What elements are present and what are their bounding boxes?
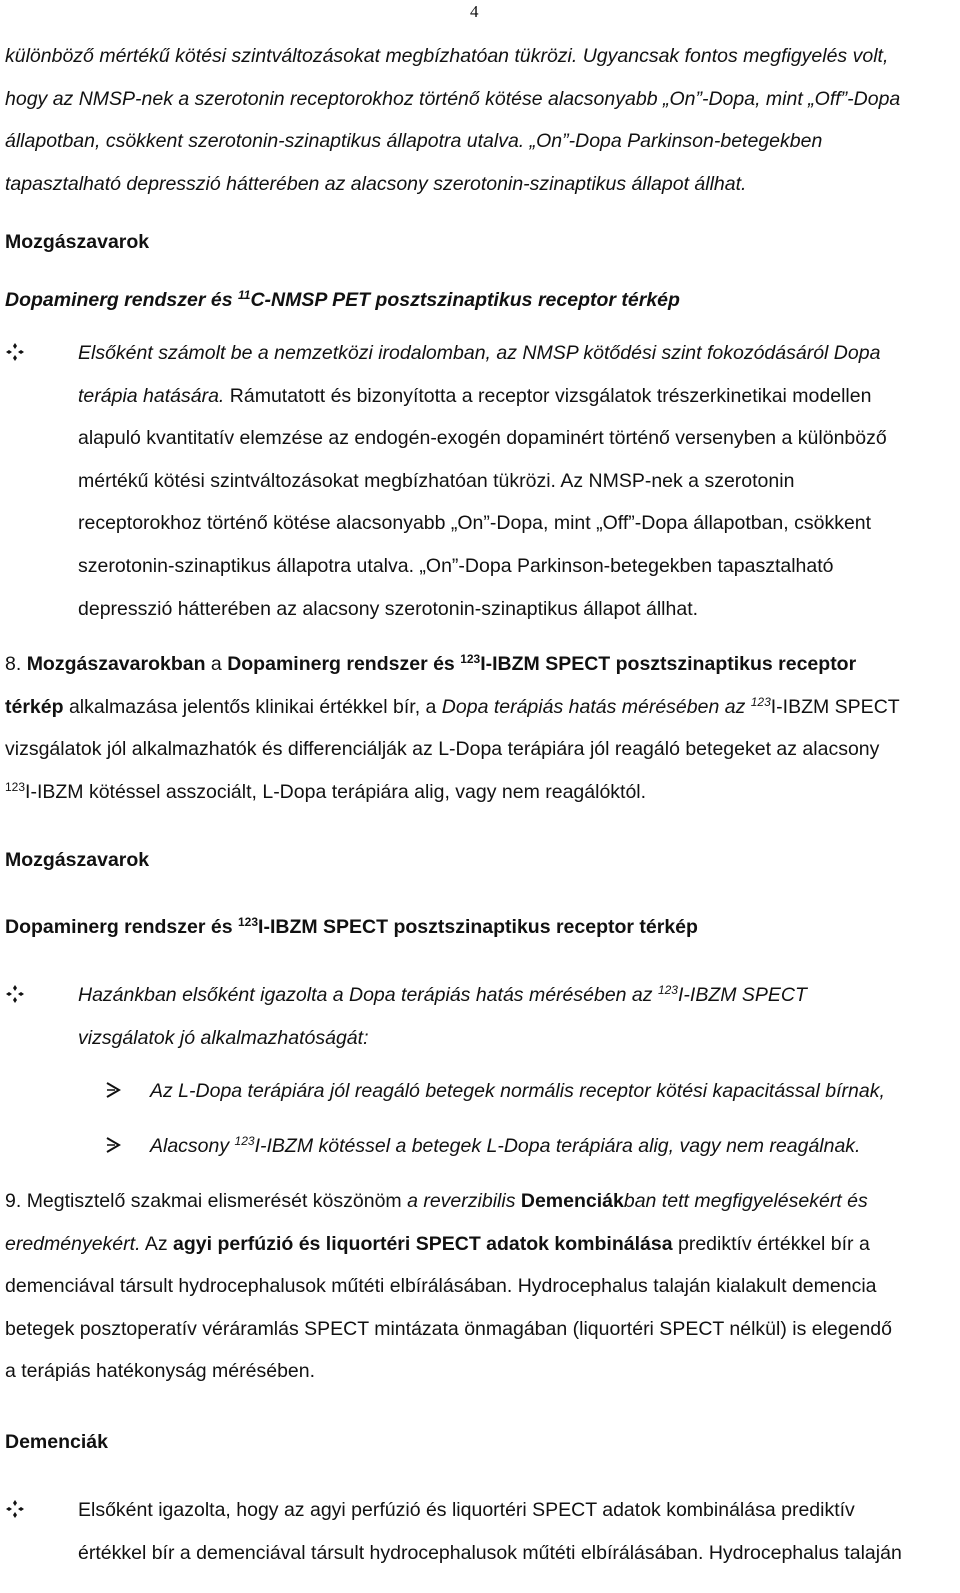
diamond-bullet-icon — [5, 1500, 25, 1523]
text-line: különböző mértékű kötési szintváltozásokat megbízhatóan tükrözi. Ugyancsak fontos megfigyelés volt, — [5, 45, 889, 67]
section-subheading: Dopaminerg rendszer és $^{11}$C-NMSP PET posztszinaptikus receptor térkép — [5, 288, 680, 311]
intro-paragraph — [5, 35, 941, 205]
text-line: a terápiás hatékonyság mérésében. — [5, 1360, 316, 1383]
text-line: receptorokhoz történő kötése alacsonyabb „On”-Dopa, mint „Off”-Dopa állapotban, csökkent — [78, 512, 872, 535]
bullet-paragraph — [78, 332, 942, 630]
numbered-paragraph-9 — [5, 1180, 941, 1393]
text-line: $^{123}$I-IBZM kötéssel asszociált, L-Dopa terápiára alig, vagy nem reagálóktól. — [5, 779, 647, 803]
diamond-bullet-icon — [5, 343, 25, 366]
text-line: 8. Mozgászavarokban a Dopaminerg rendszer és $^{123}$I-IBZM SPECT posztszinaptikus receptor — [5, 652, 857, 675]
text-line: Hazánkban elsőként igazolta a Dopa terápiás hatás mérésében az $^{123}$I-IBZM SPECT — [78, 983, 807, 1006]
text-line: Elsőként igazolta, hogy az agyi perfúzió és liquortéri SPECT adatok kombinálása prediktív — [78, 1499, 855, 1521]
text-line: 9. Megtisztelő szakmai elismerését köszönöm a reverzibilis Demenciákban tett megfigyelésekért és — [5, 1190, 868, 1212]
section-heading: Mozgászavarok — [5, 231, 150, 253]
text-line: mértékű kötési szintváltozásokat megbízhatóan tükrözi. Az NMSP-nek a szerotonin — [78, 469, 795, 492]
section-heading: Demenciák — [5, 1431, 108, 1453]
sub-bullet-text: Alacsony $^{123}$I-IBZM kötéssel a betegek L-Dopa terápiára alig, vagy nem reagálnak. — [150, 1134, 861, 1157]
text-line: tapasztalható depresszió hátterében az alacsony szerotonin-szinaptikus állapot állhat. — [5, 172, 747, 195]
text-line: alapuló kvantitatív elemzése az endogén-exogén dopaminért történő versenyben a különböző — [78, 427, 887, 450]
text-line: betegek posztoperatív véráramlás SPECT mintázata önmagában (liquortéri SPECT nélkül) is elegendő — [5, 1317, 892, 1340]
text-line: hogy az NMSP-nek a szerotonin receptorokhoz történő kötése alacsonyabb „On”-Dopa, mint „Off”-Dopa — [5, 87, 901, 110]
text-line: depresszió hátterében az alacsony szerotonin-szinaptikus állapot állhat. — [78, 597, 699, 620]
text-line: állapotban, csökkent szerotonin-szinaptikus állapotra utalva. „On”-Dopa Parkinson-betegekben — [5, 130, 823, 153]
text-line: szerotonin-szinaptikus állapotra utalva. „On”-Dopa Parkinson-betegekben tapasztalható — [78, 554, 834, 577]
arrow-bullet-icon — [105, 1137, 121, 1158]
text-line: eredményekért. Az agyi perfúzió és liquortéri SPECT adatok kombinálása prediktív értékkel bír a — [5, 1232, 870, 1255]
arrow-bullet-icon — [105, 1082, 121, 1103]
bullet-paragraph — [78, 1489, 942, 1574]
text-line: Elsőként számolt be a nemzetközi irodalomban, az NMSP kötődési szint fokozódásáról Dopa — [78, 342, 881, 364]
section-heading: Mozgászavarok — [5, 849, 150, 871]
text-line: térkép alkalmazása jelentős klinikai értékkel bír, a Dopa terápiás hatás mérésében az $^{123}$I-IBZM SPECT — [5, 694, 900, 718]
text-line: demenciával társult hydrocephalusok műtéti elbírálásában. Hydrocephalus talaján kialakult demencia — [5, 1275, 877, 1298]
text-line: terápia hatására. Rámutatott és bizonyította a receptor vizsgálatok trészerkinetikai modellen — [78, 384, 872, 407]
numbered-paragraph-8 — [5, 643, 941, 813]
text-line: értékkel bír a demenciával társult hydrocephalusok műtéti elbírálásában. Hydrocephalus talaján — [78, 1541, 902, 1564]
text-line: vizsgálatok jó alkalmazhatóságát: — [78, 1026, 369, 1049]
page-number: 4 — [470, 2, 479, 21]
section-subheading: Dopaminerg rendszer és $^{123}$I-IBZM SPECT posztszinaptikus receptor térkép — [5, 915, 698, 938]
bullet-paragraph — [78, 974, 942, 1059]
text-line: vizsgálatok jól alkalmazhatók és differenciálják az L-Dopa terápiára jól reagáló betegeket az alacsony — [5, 738, 880, 761]
diamond-bullet-icon — [5, 985, 25, 1008]
sub-bullet-text: Az L-Dopa terápiára jól reagáló betegek normális receptor kötési kapacitással bírnak, — [150, 1080, 885, 1102]
